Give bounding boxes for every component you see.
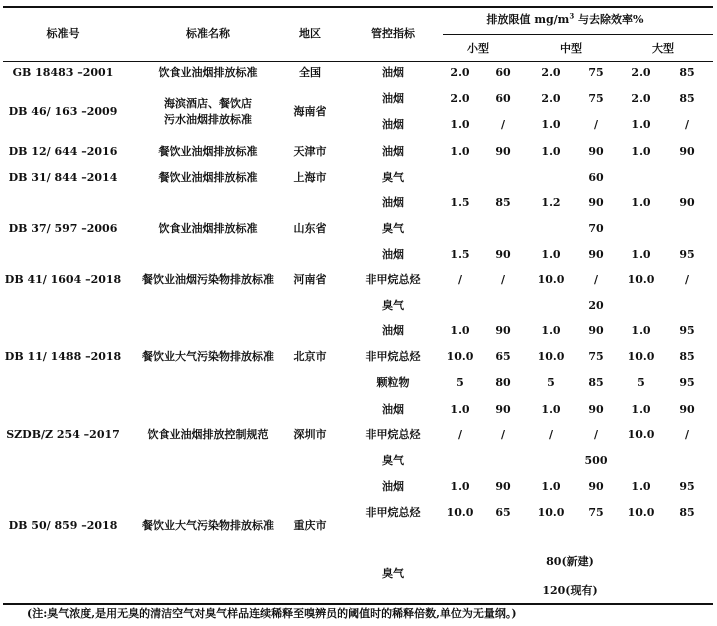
value-cell: 2.0 <box>541 66 561 79</box>
value-cell: 90 <box>588 145 604 158</box>
value-cell: 10.0 <box>627 273 655 286</box>
region: 天津市 <box>293 145 327 158</box>
std-name: 餐饮业油烟排放标准 <box>158 171 258 184</box>
std-no: DB 41/ 1604 –2018 <box>4 273 122 286</box>
indicator: 臭气 <box>382 567 404 580</box>
value-cell: 95 <box>679 324 695 337</box>
value-cell: 2.0 <box>631 66 651 79</box>
std-name: 饮食业油烟排放控制规范 <box>147 428 269 441</box>
indicator: 油烟 <box>382 66 404 79</box>
value-cell: 1.0 <box>631 403 651 416</box>
value-cell: 60 <box>588 171 604 184</box>
value-cell: 500 <box>584 454 608 467</box>
header-bottom-rule <box>3 61 713 62</box>
value-cell: 90 <box>679 196 695 209</box>
value-cell: 10.0 <box>627 506 655 519</box>
value-cell: 95 <box>679 248 695 261</box>
value-cell: 5 <box>547 376 555 389</box>
std-name: 餐饮业大气污染物排放标准 <box>142 350 274 363</box>
value-cell: 90 <box>679 403 695 416</box>
table-note: (注:臭气浓度,是用无臭的清洁空气对臭气样品连续稀释至嗅辨员的阈值时的稀释倍数,单位为无量纲。) <box>27 607 517 620</box>
value-cell: 95 <box>679 376 695 389</box>
value-cell: 1.0 <box>631 145 651 158</box>
value-cell: 1.0 <box>541 145 561 158</box>
value-cell: 10.0 <box>537 273 565 286</box>
value-cell: 90 <box>495 248 511 261</box>
std-no: GB 18483 –2001 <box>12 66 114 79</box>
std-name: 餐饮业大气污染物排放标准 <box>142 519 274 532</box>
header-large: 大型 <box>652 42 674 55</box>
std-no: DB 11/ 1488 –2018 <box>4 350 122 363</box>
value-cell: 10.0 <box>537 350 565 363</box>
value-cell: 65 <box>495 506 511 519</box>
value-cell: 2.0 <box>631 92 651 105</box>
region: 海南省 <box>293 105 327 118</box>
value-cell: / <box>684 428 690 441</box>
value-cell: 75 <box>588 66 604 79</box>
value-cell: 70 <box>588 222 604 235</box>
indicator: 非甲烷总烃 <box>365 350 421 363</box>
indicator: 非甲烷总烃 <box>365 506 421 519</box>
indicator: 臭气 <box>382 222 404 235</box>
std-no: DB 37/ 597 –2006 <box>8 222 118 235</box>
region: 上海市 <box>293 171 327 184</box>
value-cell: / <box>593 428 599 441</box>
value-cell: 90 <box>588 403 604 416</box>
indicator: 油烟 <box>382 248 404 261</box>
top-rule <box>3 6 713 8</box>
std-name: 污水油烟排放标准 <box>164 113 252 126</box>
value-cell: 5 <box>456 376 464 389</box>
value-cell: 85 <box>679 350 695 363</box>
value-cell: 1.0 <box>450 403 470 416</box>
indicator: 臭气 <box>382 171 404 184</box>
header-limit-title <box>487 13 644 27</box>
value-cell: 1.0 <box>541 403 561 416</box>
value-cell: 10.0 <box>627 350 655 363</box>
indicator: 臭气 <box>382 299 404 312</box>
header-std-name: 标准名称 <box>186 27 230 40</box>
region: 河南省 <box>293 273 327 286</box>
value-cell: 85 <box>679 92 695 105</box>
value-cell: 90 <box>495 403 511 416</box>
value-cell: 10.0 <box>446 350 474 363</box>
value-cell: 1.5 <box>450 196 470 209</box>
std-name: 海滨酒店、餐饮店 <box>164 97 252 110</box>
value-cell: 85 <box>495 196 511 209</box>
limit-title-a: 排放限值 mg/m <box>486 13 570 26</box>
header-medium: 中型 <box>560 42 582 55</box>
value-cell: 5 <box>637 376 645 389</box>
value-cell: / <box>457 273 463 286</box>
header-mid-rule <box>443 34 713 35</box>
std-no: DB 50/ 859 –2018 <box>8 519 118 532</box>
std-name: 餐饮业油烟污染物排放标准 <box>142 273 274 286</box>
value-cell: 90 <box>495 480 511 493</box>
value-cell: / <box>500 428 506 441</box>
indicator: 油烟 <box>382 403 404 416</box>
value-cell: 1.0 <box>631 196 651 209</box>
std-name: 饮食业油烟排放标准 <box>158 222 258 235</box>
value-cell: 1.2 <box>541 196 561 209</box>
value-cell: 1.0 <box>450 118 470 131</box>
value-cell: / <box>684 273 690 286</box>
value-cell: 90 <box>588 480 604 493</box>
std-no: DB 31/ 844 –2014 <box>8 171 118 184</box>
value-cell: 90 <box>588 248 604 261</box>
value-cell: 1.0 <box>631 324 651 337</box>
value-cell: 75 <box>588 506 604 519</box>
value-cell: 85 <box>588 376 604 389</box>
indicator: 油烟 <box>382 118 404 131</box>
value-cell: 1.0 <box>541 324 561 337</box>
region: 重庆市 <box>293 519 327 532</box>
value-cell: 10.0 <box>627 428 655 441</box>
odor-value: 120(现有) <box>542 584 598 597</box>
value-cell: 80 <box>495 376 511 389</box>
value-cell: / <box>593 118 599 131</box>
header-indicator: 管控指标 <box>371 27 415 40</box>
value-cell: 1.0 <box>541 248 561 261</box>
std-no: DB 46/ 163 –2009 <box>8 105 118 118</box>
header-region: 地区 <box>299 27 321 40</box>
region: 山东省 <box>293 222 327 235</box>
value-cell: 75 <box>588 350 604 363</box>
indicator: 油烟 <box>382 145 404 158</box>
value-cell: 1.0 <box>450 145 470 158</box>
value-cell: 20 <box>588 299 604 312</box>
value-cell: 85 <box>679 506 695 519</box>
std-name: 餐饮业油烟排放标准 <box>158 145 258 158</box>
value-cell: 1.5 <box>450 248 470 261</box>
indicator: 油烟 <box>382 480 404 493</box>
value-cell: / <box>457 428 463 441</box>
indicator: 非甲烷总烃 <box>365 428 421 441</box>
region: 全国 <box>299 66 321 79</box>
value-cell: / <box>500 273 506 286</box>
region: 北京市 <box>293 350 327 363</box>
value-cell: 1.0 <box>541 480 561 493</box>
indicator: 非甲烷总烃 <box>365 273 421 286</box>
value-cell: 95 <box>679 480 695 493</box>
value-cell: 90 <box>495 324 511 337</box>
value-cell: 90 <box>588 196 604 209</box>
value-cell: 1.0 <box>450 480 470 493</box>
value-cell: 90 <box>588 324 604 337</box>
value-cell: 2.0 <box>450 66 470 79</box>
indicator: 油烟 <box>382 92 404 105</box>
value-cell: / <box>593 273 599 286</box>
value-cell: 60 <box>495 66 511 79</box>
value-cell: 1.0 <box>631 480 651 493</box>
value-cell: / <box>500 118 506 131</box>
value-cell: 90 <box>495 145 511 158</box>
indicator: 颗粒物 <box>376 376 410 389</box>
value-cell: 1.0 <box>541 118 561 131</box>
value-cell: 1.0 <box>631 248 651 261</box>
value-cell: 60 <box>495 92 511 105</box>
indicator: 油烟 <box>382 196 404 209</box>
region: 深圳市 <box>293 428 327 441</box>
std-no: SZDB/Z 254 –2017 <box>6 428 120 441</box>
header-small: 小型 <box>467 42 489 55</box>
indicator: 油烟 <box>382 324 404 337</box>
value-cell: 2.0 <box>450 92 470 105</box>
value-cell: 10.0 <box>537 506 565 519</box>
value-cell: 90 <box>679 145 695 158</box>
value-cell: 1.0 <box>450 324 470 337</box>
value-cell: 75 <box>588 92 604 105</box>
odor-value: 80(新建) <box>546 555 594 568</box>
value-cell: / <box>548 428 554 441</box>
value-cell: 1.0 <box>631 118 651 131</box>
value-cell: 65 <box>495 350 511 363</box>
indicator: 臭气 <box>382 454 404 467</box>
value-cell: 10.0 <box>446 506 474 519</box>
limit-title-sup: 3 <box>569 11 575 21</box>
std-no: DB 12/ 644 –2016 <box>8 145 118 158</box>
std-name: 饮食业油烟排放标准 <box>158 66 258 79</box>
value-cell: 2.0 <box>541 92 561 105</box>
header-std-no: 标准号 <box>46 27 80 40</box>
value-cell: 85 <box>679 66 695 79</box>
value-cell: / <box>684 118 690 131</box>
limit-title-b: 与去除效率% <box>574 13 644 26</box>
